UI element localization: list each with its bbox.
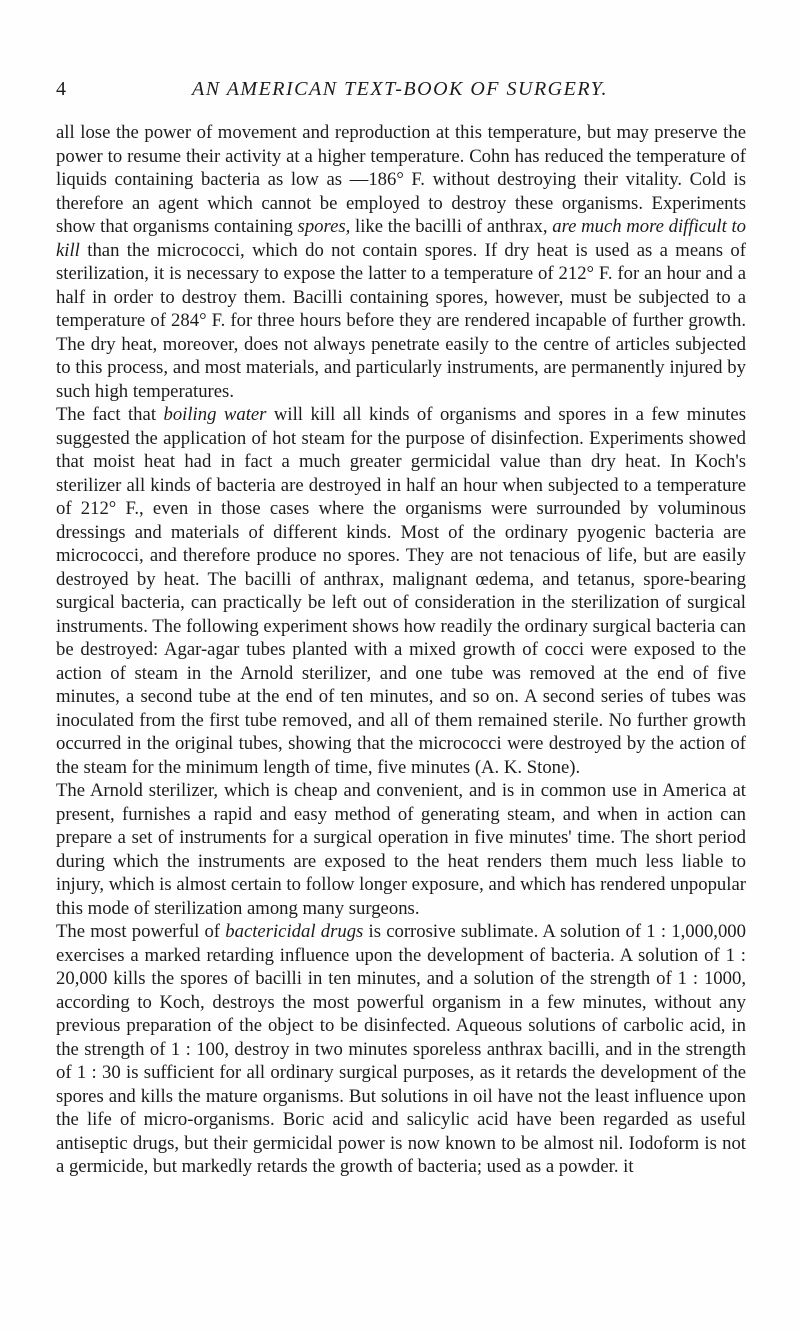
paragraph: [56, 121, 746, 403]
text-run: than the micrococci, which do not contain spores. If dry heat is used as a means of sterilization, it is necessary to expose the latter to a temperature of 212° F. for an hour and a half in order to destroy them. Bacilli containing spores, however, must be subjected to a temperature of 284° F. for three hours before they are rendered incapable of further growth. The dry heat, moreover, does not always penetrate easily to the centre of articles subjected to this process, and most materials, and particularly instruments, are permanently injured by such high temperatures.: [56, 239, 746, 402]
text-run: will kill all kinds of organisms and spores in a few minutes suggested the application of hot steam for the purpose of disinfection. Experiments showed that moist heat had in fact a much greater germicidal value than dry heat. In Koch's sterilizer all kinds of bacteria are destroyed in half an hour when subjected to a temperature of 212° F., even in those cases where the organisms were surrounded by voluminous dressings and materials of different kinds. Most of the ordinary pyogenic bacteria are micrococci, and therefore produce no spores. They are not tenacious of life, but are easily destroyed by heat. The bacilli of anthrax, malignant œdema, and tetanus, spore-bearing surgical bacteria, can practically be left out of consideration in the sterilization of surgical instruments. The following experiment shows how readily the ordinary surgical bacteria can be destroyed: Agar-agar tubes planted with a mixed growth of cocci were exposed to the action of steam in the Arnold sterilizer, and one tube was removed at the end of five minutes, a second tube at the end of ten minutes, and so on. A second series of tubes was inoculated from the first tube removed, and all of them remained sterile. No further growth occurred in the original tubes, showing that the micrococci were destroyed by the action of the steam for the minimum length of time, five minutes (A. K. Stone).: [56, 404, 746, 778]
text-run: The Arnold sterilizer, which is cheap and convenient, and is in common use in America at present, furnishes a rapid and easy method of generating steam, and when in action can prepare a set of instruments for a surgical operation in five minutes' time. The short period during which the instruments are exposed to the heat renders them much less liable to injury, which is almost certain to follow longer exposure, and which has rendered unpopular this mode of sterilization among many surgeons.: [56, 780, 746, 919]
page-header: [56, 78, 744, 108]
text-run: The fact that: [56, 404, 164, 425]
italic-text: spores,: [297, 216, 351, 237]
running-head: AN AMERICAN TEXT-BOOK OF SURGERY.: [192, 78, 608, 100]
paragraph: [56, 779, 746, 920]
text-run: The most powerful of: [56, 921, 226, 942]
italic-text: are much more difficult to kill: [56, 216, 746, 261]
body-text: [56, 121, 746, 1179]
italic-text: bactericidal drugs: [225, 921, 364, 942]
italic-text: boiling water: [163, 404, 267, 425]
paragraph: [56, 920, 746, 1179]
page-number: 4: [56, 78, 66, 100]
paragraph: [56, 403, 746, 779]
text-run: all lose the power of movement and reproduction at this temperature, but may preserve the power to resume their activity at a higher temperature. Cohn has reduced the temperature of liquids containing bacteria as low as —186° F. without destroying their vitality. Cold is therefore an agent which cannot be employed to destroy these organisms. Experiments show that organisms containing: [56, 122, 746, 237]
text-run: like the bacilli of anthrax,: [350, 216, 553, 237]
text-run: is corrosive sublimate. A solution of 1 : 1,000,000 exercises a marked retarding influence upon the development of bacteria. A solution of 1 : 20,000 kills the spores of bacilli in ten minutes, and a solution of the strength of 1 : 1000, according to Koch, destroys the most powerful organism in a few minutes, without any previous preparation of the object to be disinfected. Aqueous solutions of carbolic acid, in the strength of 1 : 100, destroy in two minutes sporeless anthrax bacilli, and in the strength of 1 : 30 is sufficient for all ordinary surgical purposes, as it retards the development of the spores and kills the mature organisms. But solutions in oil have not the least influence upon the life of micro-organisms. Boric acid and salicylic acid have been regarded as useful antiseptic drugs, but their germicidal power is now known to be almost nil. Iodoform is not a germicide, but markedly retards the growth of bacteria; used as a powder. it: [56, 921, 746, 1177]
